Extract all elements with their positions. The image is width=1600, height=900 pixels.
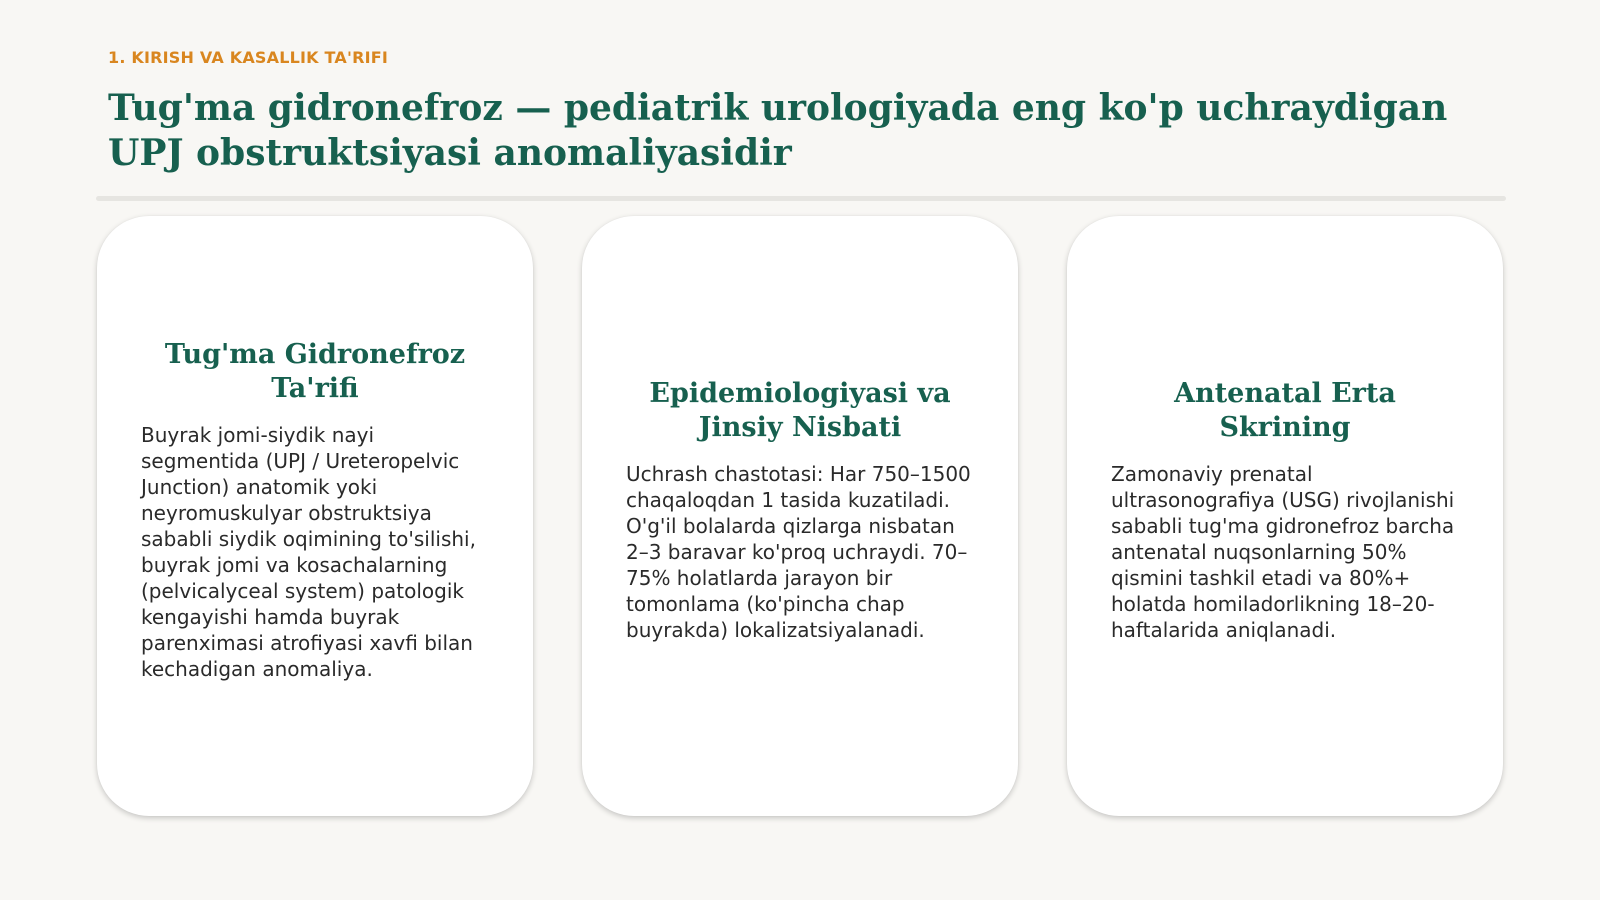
page-title: Tug'ma gidronefroz — pediatrik urologiyada eng ko'p uchraydigan UPJ obstruktsiyasi anomaliyasidir (108, 87, 1448, 174)
section-label: 1. KIRISH VA KASALLIK TA'RIFI (108, 48, 389, 67)
card-text: Buyrak jomi-siydik nayi segmentida (UPJ / Ureteropelvic Junction) anatomik yoki neyromuskulyar obstruktsiya sababli siydik oqimining to'silishi, buyrak jomi va kosachalarning (pelvicalyceal system) patologik kengayishi hamda buyrak parenximasi atrofiyasi xavfi bilan kechadigan anomaliya. (141, 423, 476, 681)
card-title: Tug'ma Gidronefroz Ta'rifi (164, 339, 466, 404)
card-text: Uchrash chastotasi: Har 750–1500 chaqaloqdan 1 tasida kuzatiladi. O'g'il bolalarda qizlarga nisbatan 2–3 baravar ko'proq uchraydi. 70–75% holatlarda jarayon bir tomonlama (ko'pincha chap buyrakda) lokalizatsiyalanadi. (626, 462, 971, 642)
card-title: Epidemiologiyasi va Jinsiy Nisbati (649, 378, 951, 443)
card-text: Zamonaviy prenatal ultrasonografiya (USG) rivojlanishi sababli tug'ma gidronefroz barcha antenatal nuqsonlarning 50% qismini tashkil etadi va 80%+ holatda homiladorlikning 18–20-haftalarida aniqlanadi. (1111, 462, 1455, 642)
card-epidemiology (582, 216, 1018, 816)
card-title: Antenatal Erta Skrining (1174, 378, 1396, 443)
title-divider (96, 196, 1506, 201)
card-definition (97, 216, 533, 816)
card-screening (1067, 216, 1503, 816)
